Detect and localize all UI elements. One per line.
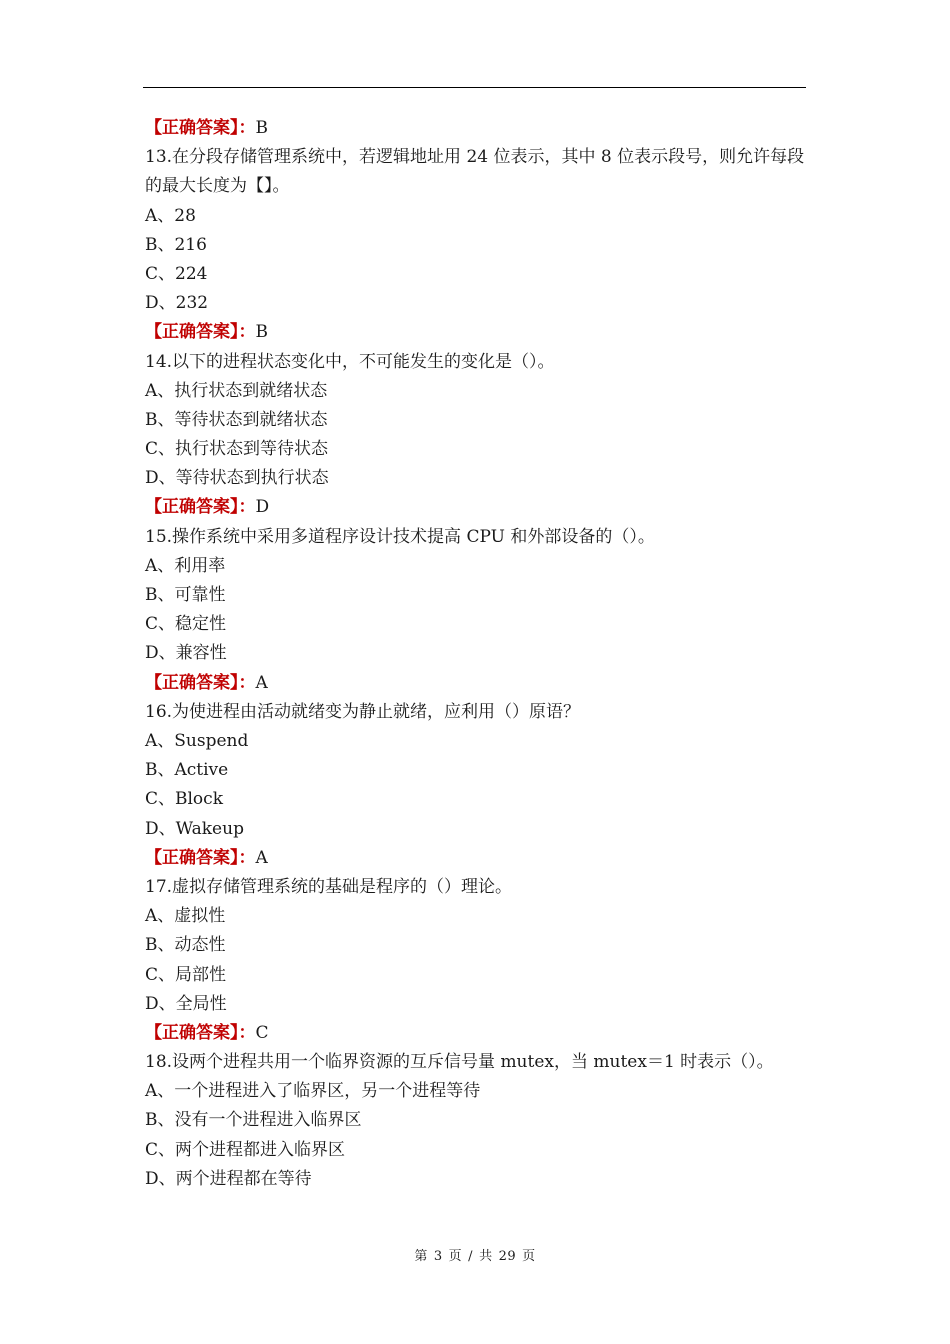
answer-label: 【正确答案】： — [145, 672, 256, 693]
option-c: C、稳定性 — [145, 614, 227, 635]
option-a: A、Suspend — [145, 731, 249, 752]
answer-value: B — [255, 118, 268, 138]
page-footer — [0, 1245, 950, 1264]
header-rule — [143, 87, 806, 88]
option-d: D、兼容性 — [145, 643, 227, 664]
option-b: B、等待状态到就绪状态 — [145, 409, 328, 430]
question-stem: 14.以下的进程状态变化中，不可能发生的变化是（）。 — [145, 351, 555, 372]
option-c: C、两个进程都进入临界区 — [145, 1139, 346, 1160]
option-b: B、动态性 — [145, 935, 226, 956]
option-c: C、Block — [145, 789, 223, 810]
answer-label: 【正确答案】： — [145, 322, 256, 343]
footer-total-pages: 29 — [498, 1249, 517, 1264]
answer-value: A — [255, 847, 268, 868]
option-c: C、执行状态到等待状态 — [145, 439, 329, 460]
answer-value: B — [255, 322, 268, 343]
option-d: D、232 — [145, 293, 209, 314]
option-d: D、全局性 — [145, 993, 227, 1014]
option-b: B、Active — [145, 760, 229, 781]
question-stem: 15.操作系统中采用多道程序设计技术提高 CPU 和外部设备的（）。 — [145, 526, 655, 547]
option-a: A、28 — [145, 205, 196, 226]
answer-line — [145, 493, 805, 522]
answer-line — [145, 114, 805, 143]
option-c: C、224 — [145, 263, 208, 284]
answer-value: D — [255, 497, 270, 518]
answer-line — [145, 318, 805, 347]
option-b: B、没有一个进程进入临界区 — [145, 1110, 362, 1131]
question-stem: 17.虚拟存储管理系统的基础是程序的（）理论。 — [145, 876, 513, 897]
answer-label: 【正确答案】： — [145, 497, 256, 518]
footer-total-unit: 页 — [522, 1249, 536, 1264]
footer-total-prefix: 共 — [479, 1249, 493, 1264]
footer-prefix: 第 — [414, 1249, 428, 1264]
answer-value: C — [255, 1022, 269, 1043]
document-body — [145, 114, 805, 1194]
answer-label: 【正确答案】： — [145, 1022, 256, 1043]
option-a: A、利用率 — [145, 555, 226, 576]
option-d: D、等待状态到执行状态 — [145, 468, 329, 489]
answer-label: 【正确答案】： — [145, 847, 256, 868]
footer-page-unit: 页 — [448, 1249, 463, 1264]
answer-line — [145, 1019, 805, 1048]
option-a: A、虚拟性 — [145, 906, 226, 927]
option-a: A、执行状态到就绪状态 — [145, 380, 328, 401]
option-d: D、Wakeup — [145, 818, 244, 839]
question-stem: 18.设两个进程共用一个临界资源的互斥信号量 mutex，当 mutex＝1 时表示（）。 — [145, 1052, 774, 1073]
answer-label: 【正确答案】： — [145, 118, 256, 138]
option-a: A、一个进程进入了临界区，另一个进程等待 — [145, 1081, 481, 1102]
footer-page-number: 3 — [433, 1249, 443, 1264]
answer-line — [145, 669, 805, 698]
option-c: C、局部性 — [145, 964, 227, 985]
footer-separator: / — [468, 1249, 474, 1264]
answer-value: A — [255, 672, 268, 693]
option-b: B、216 — [145, 234, 207, 255]
option-b: B、可靠性 — [145, 585, 226, 606]
question-stem: 16.为使进程由活动就绪变为静止就绪，应利用（）原语？ — [145, 701, 581, 722]
answer-line — [145, 844, 805, 873]
option-d: D、两个进程都在等待 — [145, 1168, 312, 1189]
question-stem: 13.在分段存储管理系统中，若逻辑地址用 24 位表示，其中 8 位表示段号，则允许每段的最大长度为【】。 — [145, 147, 805, 197]
